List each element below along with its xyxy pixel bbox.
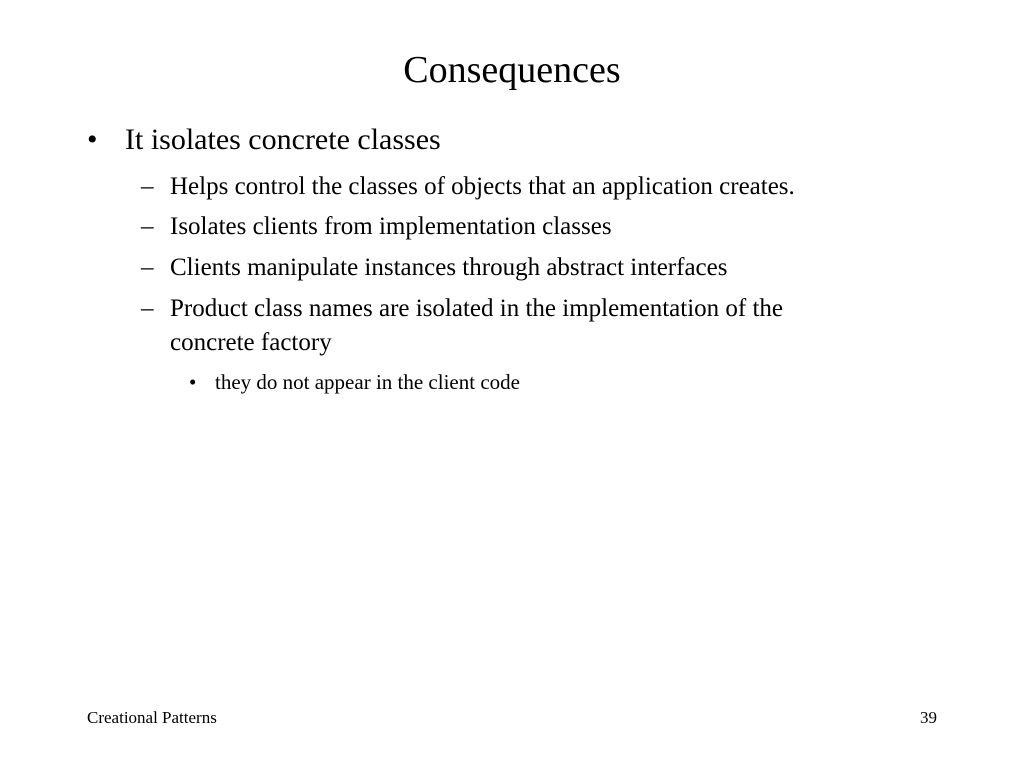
page-number: 39: [920, 708, 937, 727]
footer-title: Creational Patterns: [87, 708, 217, 727]
dash-marker: –: [141, 173, 154, 200]
dash-marker: –: [141, 213, 154, 240]
bullet-text: they do not appear in the client code: [215, 370, 520, 394]
bullet-marker: •: [87, 123, 98, 156]
bullet-text: Isolates clients from implementation classes: [170, 213, 612, 240]
bullet-text: It isolates concrete classes: [125, 123, 441, 156]
slide-title: Consequences: [403, 49, 621, 91]
dash-marker: –: [141, 254, 154, 281]
bullet-text-line2: concrete factory: [170, 329, 332, 356]
dash-marker: –: [141, 295, 154, 322]
bullet-text-line1: Product class names are isolated in the implementation of the: [170, 295, 784, 322]
bullet-marker: •: [189, 370, 197, 394]
bullet-text: Clients manipulate instances through abstract interfaces: [170, 254, 728, 281]
bullet-text: Helps control the classes of objects that an application creates.: [170, 173, 795, 200]
